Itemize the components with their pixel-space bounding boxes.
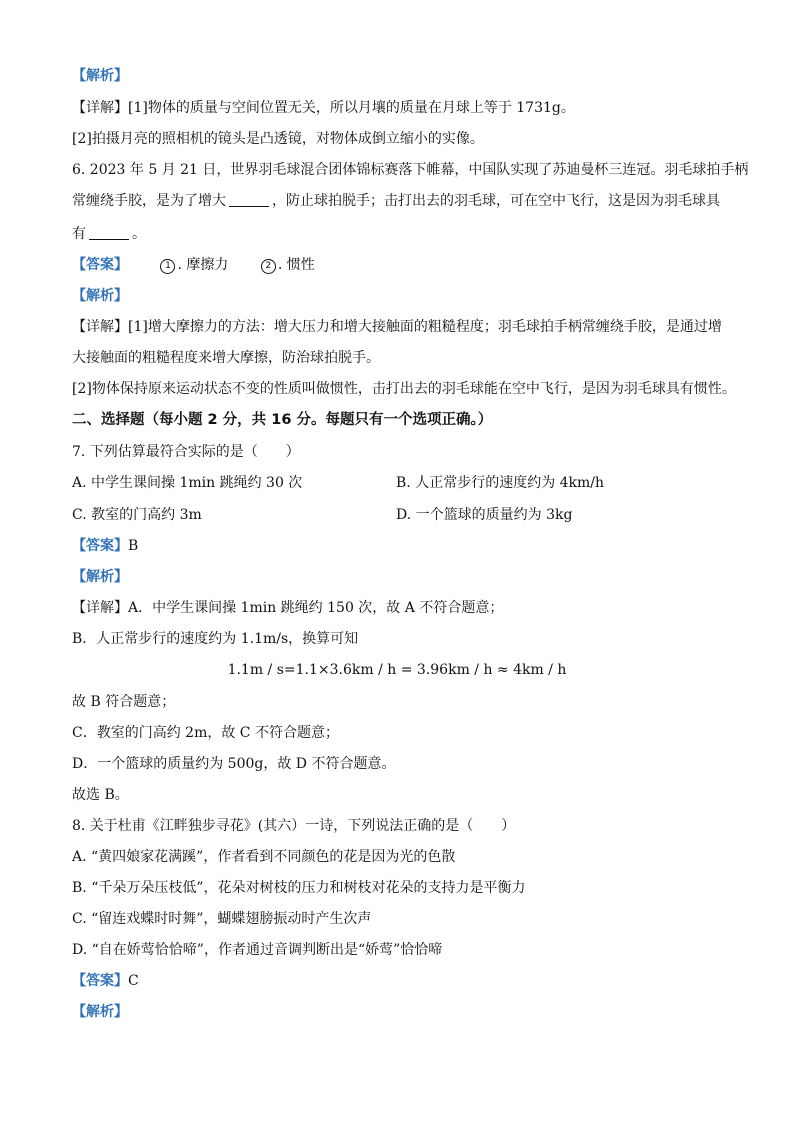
- question-8: 8. 关于杜甫《江畔独步寻花》(其六）一诗，下列说法正确的是（ ）: [72, 818, 516, 834]
- option-b: B. 人正常步行的速度约为 4km/h: [396, 475, 605, 491]
- option-d: D. 一个篮球的质量约为 3kg: [396, 507, 573, 523]
- question-6: 6. 2023 年 5 月 21 日，世界羽毛球混合团体锦标赛落下帷幕，中国队实现了苏迪曼杯三连冠。羽毛球拍手柄: [72, 162, 749, 178]
- detail-text: 故 B 符合题意；: [72, 694, 176, 710]
- detail-text: 大接触面的粗糙程度来增大摩擦，防治球拍脱手。: [72, 350, 380, 366]
- option-c: C. “留连戏蝶时时舞”，蝴蝶翅膀振动时产生次声: [72, 911, 372, 927]
- option-c: C. 教室的门高约 3m: [72, 507, 202, 523]
- detail-text: 【详解】[1]物体的质量与空间位置无关，所以月壤的质量在月球上等于 1731g。: [72, 100, 575, 116]
- analysis-label: 【解析】: [72, 68, 128, 84]
- circled-number: 2: [261, 259, 276, 274]
- analysis-label: 【解析】: [72, 569, 128, 585]
- section-title: 二、选择题（每小题 2 分，共 16 分。每题只有一个选项正确。）: [72, 412, 493, 428]
- option-a: A. 中学生课间操 1min 跳绳约 30 次: [72, 475, 303, 491]
- blank-1: [229, 192, 269, 207]
- question-7: 7. 下列估算最符合实际的是（ ）: [72, 444, 300, 460]
- detail-text: 【详解】[1]增大摩擦力的方法：增大压力和增大接触面的粗糙程度；羽毛球拍手柄常缠绕手胶，是通过增: [72, 319, 722, 335]
- answer-line: 【答案】 1 . 摩擦力 2 . 惯性: [72, 257, 315, 273]
- question-6-cont: 有 。: [72, 226, 146, 242]
- blank-2: [89, 225, 129, 240]
- option-b: B. “千朵万朵压枝低”，花朵对树枝的压力和树枝对花朵的支持力是平衡力: [72, 880, 526, 896]
- circled-number: 1: [160, 259, 175, 274]
- detail-text: [2]物体保持原来运动状态不变的性质叫做惯性，击打出去的羽毛球能在空中飞行，是因为羽毛球具有惯性。: [72, 381, 736, 397]
- answer-value: C: [128, 973, 139, 989]
- analysis-label: 【解析】: [72, 1004, 128, 1020]
- detail-text: 故选 B。: [72, 787, 129, 803]
- answer-line: 【答案】C: [72, 973, 139, 989]
- answer-line: 【答案】B: [72, 538, 139, 554]
- detail-text: C．教室的门高约 2m，故 C 不符合题意；: [72, 725, 339, 741]
- detail-text: 【详解】A．中学生课间操 1min 跳绳约 150 次，故 A 不符合题意；: [72, 600, 504, 616]
- option-d: D. “自在娇莺恰恰啼”，作者通过音调判断出是“娇莺”恰恰啼: [72, 942, 443, 958]
- detail-text: B．人正常步行的速度约为 1.1m/s，换算可知: [72, 631, 359, 647]
- detail-text: [2]拍摄月亮的照相机的镜头是凸透镜，对物体成倒立缩小的实像。: [72, 131, 484, 147]
- detail-text: D．一个篮球的质量约为 500g，故 D 不符合题意。: [72, 756, 396, 772]
- analysis-label: 【解析】: [72, 288, 128, 304]
- answer-value: B: [128, 538, 139, 554]
- question-6-cont: 常缠绕手胶，是为了增大 ，防止球拍脱手；击打出去的羽毛球，可在空中飞行，这是因为羽毛球具: [72, 193, 720, 209]
- formula: 1.1m / s=1.1×3.6km / h = 3.96km / h ≈ 4km / h: [227, 662, 567, 678]
- option-a: A. “黄四娘家花满蹊”，作者看到不同颜色的花是因为光的色散: [72, 849, 456, 865]
